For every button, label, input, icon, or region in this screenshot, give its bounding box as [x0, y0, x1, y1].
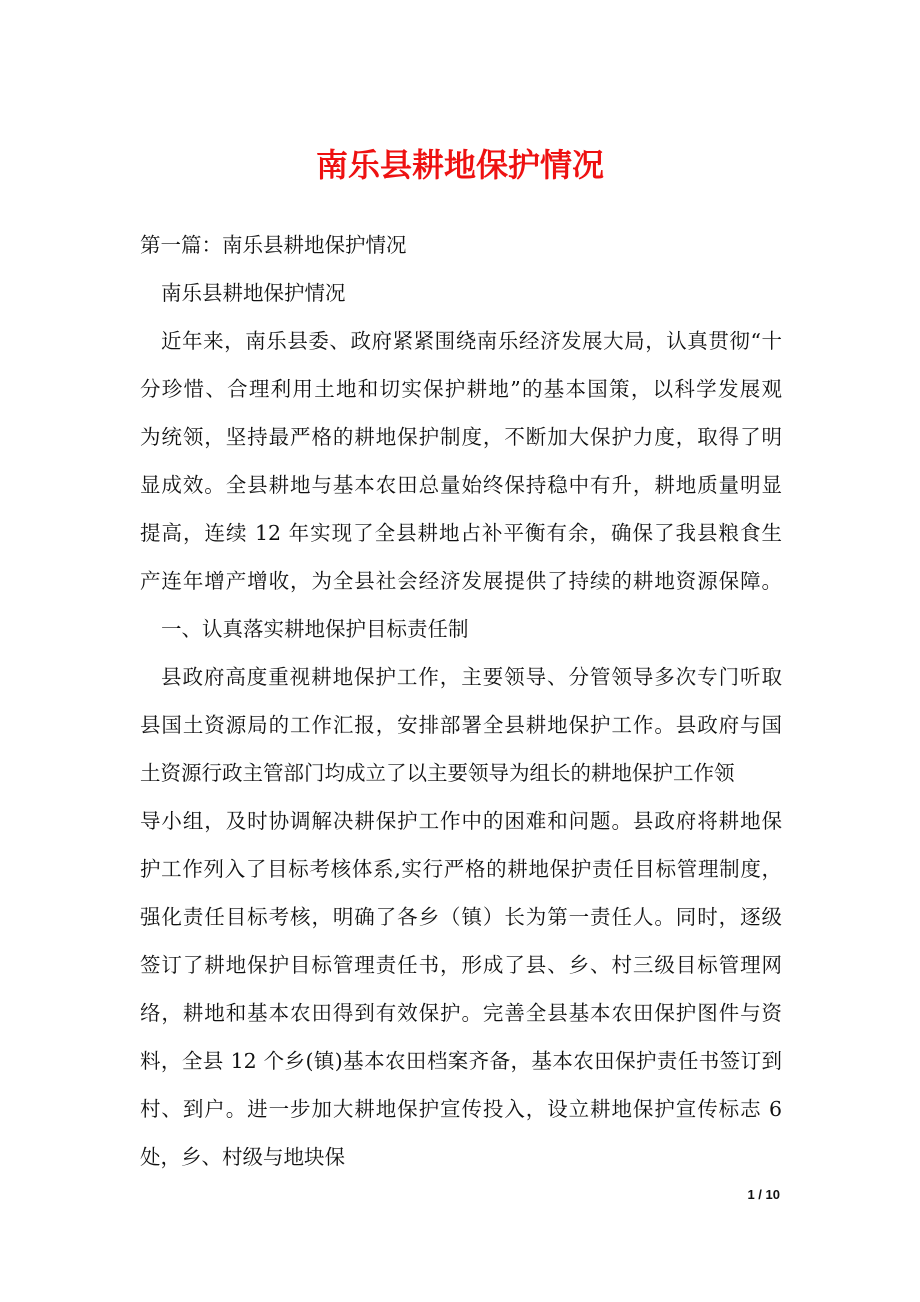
section-heading: 一、认真落实耕地保护目标责任制 [161, 617, 469, 641]
paragraph-line: 络，耕地和基本农田得到有效保护。完善全县基本农田保护图件与资 [140, 1001, 782, 1025]
paragraph-line: 县国土资源局的工作汇报，安排部署全县耕地保护工作。县政府与国 [140, 713, 782, 737]
document-body [140, 221, 782, 1181]
paragraph-line: 显成效。全县耕地与基本农田总量始终保持稳中有升，耕地质量明显 [140, 473, 782, 497]
paragraph-line: 县政府高度重视耕地保护工作，主要领导、分管领导多次专门听取 [161, 665, 782, 689]
paragraph-line: 强化责任目标考核，明确了各乡（镇）长为第一责任人。同时，逐级 [140, 905, 782, 929]
paragraph-line: 土资源行政主管部门均成立了以主要领导为组长的耕地保护工作领 [140, 761, 735, 785]
document-title: 南乐县耕地保护情况 [315, 146, 604, 184]
paragraph-line: 导小组，及时协调解决耕保护工作中的困难和问题。县政府将耕地保 [140, 809, 782, 833]
paragraph-line: 为统领，坚持最严格的耕地保护制度，不断加大保护力度，取得了明 [140, 425, 782, 449]
paragraph-line: 签订了耕地保护目标管理责任书，形成了县、乡、村三级目标管理网 [140, 953, 782, 977]
paragraph-line: 产连年增产增收，为全县社会经济发展提供了持续的耕地资源保障。 [140, 569, 782, 593]
paragraph-line: 处，乡、村级与地块保 [140, 1145, 345, 1169]
paragraph-line: 料，全县 12 个乡(镇)基本农田档案齐备，基本农田保护责任书签订到 [140, 1049, 782, 1073]
paragraph-line: 村、到户。进一步加大耕地保护宣传投入，设立耕地保护宣传标志 6 [140, 1097, 782, 1121]
paragraph-line: 提高，连续 12 年实现了全县耕地占补平衡有余，确保了我县粮食生 [140, 521, 782, 545]
paragraph-line: 近年来，南乐县委、政府紧紧围绕南乐经济发展大局，认真贯彻“十 [161, 329, 782, 353]
subtitle: 南乐县耕地保护情况 [161, 281, 346, 305]
section-heading: 第一篇：南乐县耕地保护情况 [140, 233, 407, 257]
page-number: 1 / 10 [747, 1187, 780, 1202]
paragraph-line: 分珍惜、合理利用土地和切实保护耕地”的基本国策，以科学发展观 [140, 377, 782, 401]
paragraph-line: 护工作列入了目标考核体系,实行严格的耕地保护责任目标管理制度， [140, 857, 782, 881]
